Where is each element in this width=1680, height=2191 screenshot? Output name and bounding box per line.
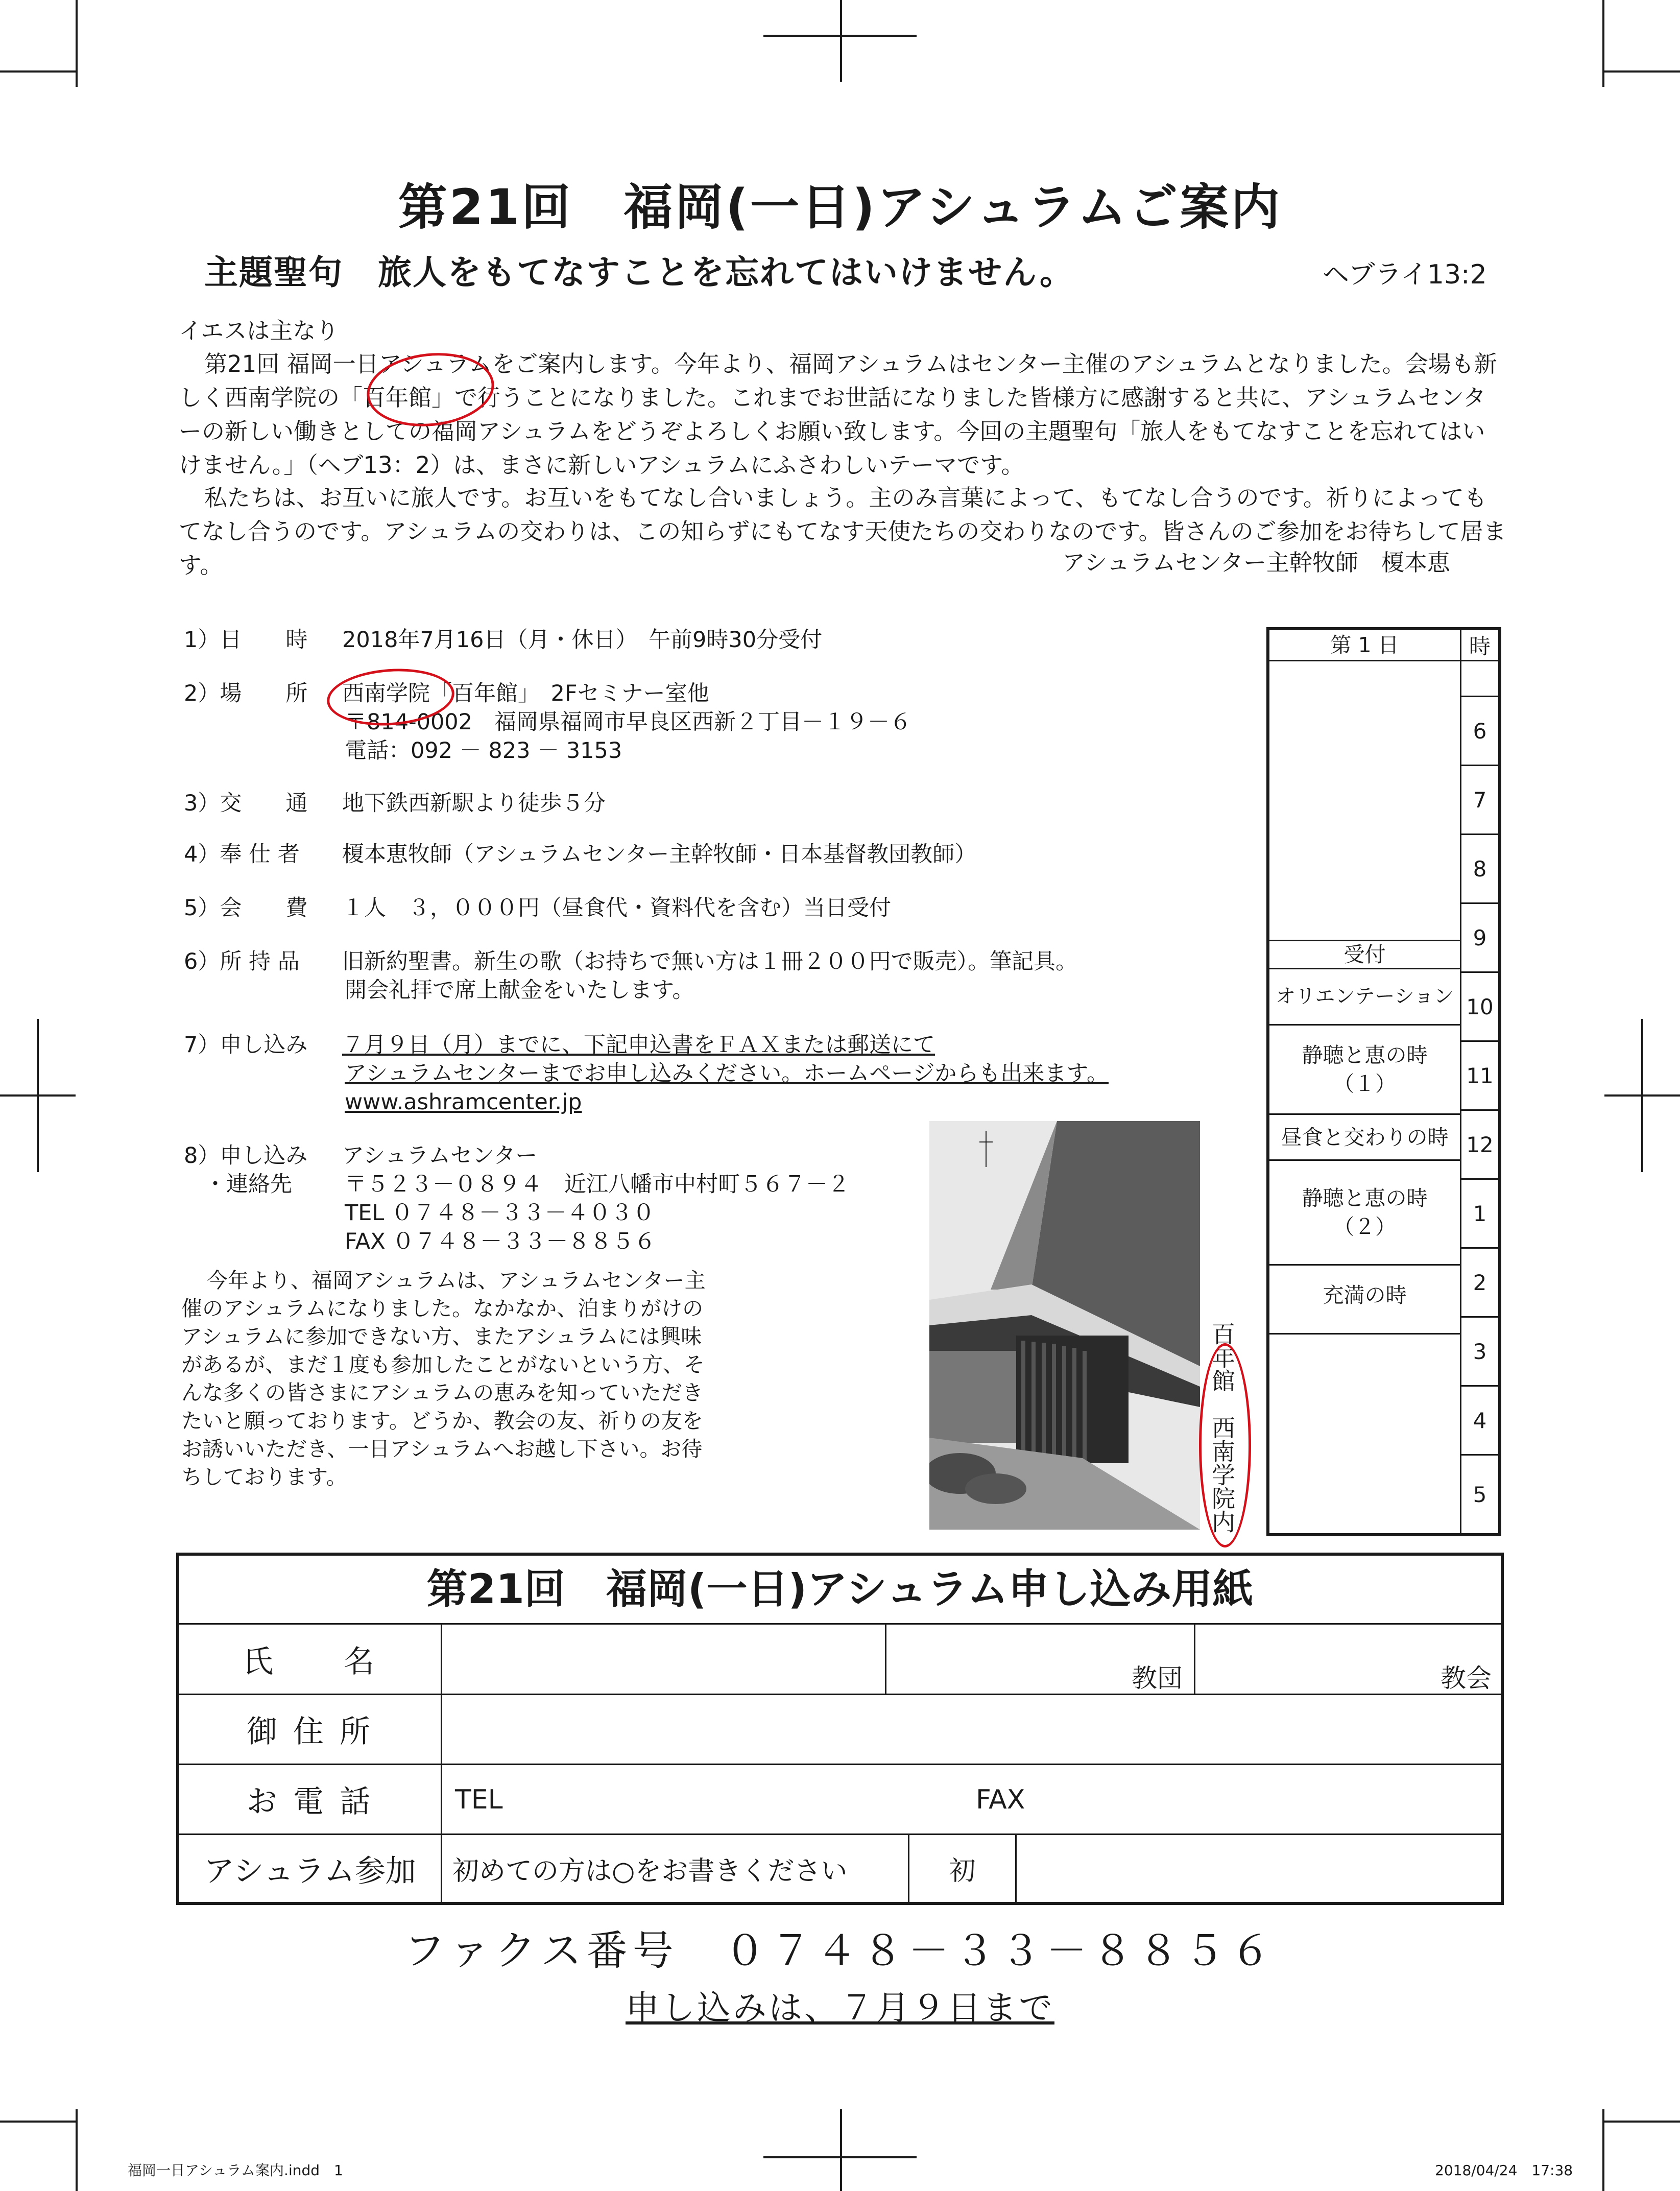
fax-field[interactable] xyxy=(953,1765,1501,1833)
letter-paragraph-1: 第21回 福岡一日アシュラムをご案内します。今年より、福岡アシュラムはセンター主催のアシュラムとなりました。会場も新しく西南学院の「百年館」で行うことになりました。これまでお世話になりました皆様方に感謝すると共に、アシュラムセンターの新しい働きとしての福岡アシュラムをどうぞよろしくお願い致します。今回の主題聖句「旅人をもてなすことを忘れてはいけません。」（ヘブ13：2）は、まさに新しいアシュラムにふさわしいテーマです。 xyxy=(179,350,1497,479)
phone-label: お 電 話 xyxy=(179,1765,442,1833)
signature: アシュラムセンター主幹牧師 榎本恵 xyxy=(1062,549,1451,576)
schedule-day-header: 第 1 日 xyxy=(1330,633,1399,657)
highlight-circle xyxy=(1199,1343,1251,1547)
crop-mark xyxy=(76,0,78,87)
detail-label: 2）場 所 xyxy=(184,681,308,706)
hour-cell: 3 xyxy=(1461,1316,1498,1385)
crop-mark xyxy=(763,35,917,37)
detail-bring xyxy=(184,947,1077,1005)
contact-tel: TEL ０７４８－３３－４０３０ xyxy=(345,1200,655,1226)
verse-reference: ヘブライ13:2 xyxy=(1323,259,1487,290)
detail-speaker xyxy=(184,840,976,869)
form-row-address xyxy=(179,1694,1501,1764)
crop-mark xyxy=(76,2109,78,2191)
place-address: 〒814-0002 福岡県福岡市早良区西新２丁目－１９－６ xyxy=(345,709,912,735)
schedule-block: 充満の時 xyxy=(1269,1264,1460,1333)
detail-access xyxy=(184,789,606,818)
detail-value: 榎本恵牧師（アシュラムセンター主幹牧師・日本基督教団教師） xyxy=(342,842,977,867)
hour-cell: 12 xyxy=(1461,1109,1498,1178)
hour-cell: 1 xyxy=(1461,1178,1498,1247)
footer-filename: 福岡一日アシュラム案内.indd 1 xyxy=(128,2162,343,2179)
tel-field[interactable] xyxy=(442,1765,953,1833)
application-form xyxy=(176,1553,1504,1905)
fax-number: ファクス番号 ０７４８－３３－８８５６ xyxy=(404,1927,1276,1974)
hour-cell: 8 xyxy=(1461,833,1498,902)
kyodan-label: 教団 xyxy=(1132,1663,1183,1693)
intro-paragraph: 今年より、福岡アシュラムは、アシュラムセンター主催のアシュラムになりました。なかなか、泊まりがけのアシュラムに参加できない方、またアシュラムには興味があるが、まだ１度も参加したことがないという方、そんな多くの皆さまにアシュラムの恵みを知っていただきたいと願っております。どうか、教会の友、祈りの友をお誘いいただき、一日アシュラムへお越し下さい。お待ちしております。 xyxy=(181,1268,706,1489)
detail-apply xyxy=(184,1031,1109,1116)
detail-label-2: ・連絡先 xyxy=(204,1172,292,1197)
hour-cell: 6 xyxy=(1461,696,1498,765)
detail-label: 1）日 時 xyxy=(184,627,308,653)
crop-mark xyxy=(37,1019,39,1172)
hour-cell: 4 xyxy=(1461,1385,1498,1454)
schedule-hours-column xyxy=(1460,630,1498,1533)
hour-cell: 7 xyxy=(1461,765,1498,833)
form-title: 第21回 福岡(一日)アシュラム申し込み用紙 xyxy=(426,1565,1254,1613)
schedule-block: 受付 xyxy=(1269,940,1460,968)
website-link[interactable]: www.ashramcenter.jp xyxy=(345,1089,582,1115)
tel-label: TEL xyxy=(455,1784,503,1815)
hour-cell: 5 xyxy=(1461,1454,1498,1533)
form-row-name xyxy=(179,1623,1501,1694)
theme-verse: 主題聖句 旅人をもてなすことを忘れてはいけません。 xyxy=(204,253,1074,292)
detail-value: １人 ３，０００円（昼食代・資料代を含む）当日受付 xyxy=(342,895,891,921)
photo-caption: 百年館 西南学院内 xyxy=(1208,1322,1236,1533)
footer-timestamp: 2018/04/24 17:38 xyxy=(1435,2162,1573,2179)
schedule-table xyxy=(1266,627,1501,1536)
attendance-label: アシュラム参加 xyxy=(179,1835,442,1902)
contact-address: 〒５２３－０８９４ 近江八幡市中村町５６７－２ xyxy=(345,1172,850,1197)
crop-mark xyxy=(840,0,842,82)
detail-value: 西南学院「百年館」 2Fセミナー室他 xyxy=(342,681,709,706)
hour-cell: 11 xyxy=(1461,1040,1498,1109)
attendance-field[interactable] xyxy=(1017,1835,1501,1902)
detail-label: 4）奉 仕 者 xyxy=(184,842,300,867)
first-time-cell[interactable]: 初 xyxy=(909,1835,1017,1902)
crop-mark xyxy=(840,2109,842,2191)
detail-label: 3）交 通 xyxy=(184,791,308,816)
crop-mark xyxy=(1641,1019,1643,1172)
detail-label: 7）申し込み xyxy=(184,1032,308,1058)
name-field[interactable] xyxy=(442,1625,886,1694)
fax-label: FAX xyxy=(976,1784,1025,1815)
form-row-phone xyxy=(179,1764,1501,1833)
address-field[interactable] xyxy=(442,1695,1501,1764)
detail-label: 8）申し込み xyxy=(184,1143,308,1169)
hour-cell: 10 xyxy=(1461,971,1498,1040)
detail-value: 旧新約聖書。新生の歌（お持ちで無い方は１冊２００円で販売）。筆記具。 xyxy=(342,949,1078,974)
attendance-note: 初めての方は○をお書きください xyxy=(442,1835,909,1902)
place-phone: 電話：092 － 823 － 3153 xyxy=(345,738,622,764)
detail-label: 6）所 持 品 xyxy=(184,949,300,974)
letter-paragraph-2: 私たちは、お互いに旅人です。お互いをもてなし合いましょう。主のみ言葉によって、もてなし合うのです。祈りによってもてなし合うのです。アシュラムの交わりは、この知らずにもてなす天使たちの交わりなのです。皆さんのご参加をお待ちして居ます。 xyxy=(179,484,1506,579)
hour-spacer xyxy=(1461,660,1498,696)
crop-mark xyxy=(0,2121,76,2123)
detail-value-2: 開会礼拝で席上献金をいたします。 xyxy=(345,978,694,1003)
schedule-block: 静聴と恵の時 （１） xyxy=(1269,1024,1460,1113)
crop-mark xyxy=(0,70,76,73)
detail-place xyxy=(184,679,911,765)
detail-value: ７月９日（月）までに、下記申込書をＦＡＸまたは郵送にて xyxy=(342,1032,935,1058)
greeting: イエスは主なり xyxy=(179,317,339,344)
contact-fax: FAX ０７４８－３３－８８５６ xyxy=(345,1229,656,1254)
building-photo xyxy=(929,1121,1200,1530)
crop-mark xyxy=(1604,70,1680,73)
crop-mark xyxy=(1602,2109,1604,2191)
detail-value-2: アシュラムセンターまでお申し込みください。ホームページからも出来ます。 xyxy=(345,1061,1109,1086)
detail-contact xyxy=(184,1141,850,1256)
crop-mark xyxy=(1604,2121,1680,2123)
hour-cell: 9 xyxy=(1461,902,1498,971)
address-label: 御 住 所 xyxy=(179,1695,442,1764)
detail-value: 地下鉄西新駅より徒歩５分 xyxy=(342,791,606,816)
deadline: 申し込みは、７月９日まで xyxy=(626,1988,1054,2028)
name-label: 氏 名 xyxy=(179,1625,442,1694)
detail-value: 2018年7月16日（月・休日） 午前9時30分受付 xyxy=(342,627,823,653)
detail-date xyxy=(184,626,822,654)
schedule-block: 静聴と恵の時 （２） xyxy=(1269,1159,1460,1264)
schedule-block xyxy=(1269,1333,1460,1533)
hour-cell: 2 xyxy=(1461,1247,1498,1316)
schedule-time-header: 時 xyxy=(1469,634,1491,659)
schedule-block: 昼食と交わりの時 xyxy=(1269,1113,1460,1159)
detail-fee xyxy=(184,894,891,922)
crop-mark xyxy=(1602,0,1604,87)
crop-mark xyxy=(763,2156,917,2158)
kyokai-label: 教会 xyxy=(1441,1663,1492,1693)
form-row-attendance xyxy=(179,1833,1501,1902)
schedule-block: オリエンテーション xyxy=(1269,968,1460,1024)
detail-label: 5）会 費 xyxy=(184,895,308,921)
page-title: 第21回 福岡(一日)アシュラムご案内 xyxy=(398,179,1282,236)
schedule-block xyxy=(1269,660,1460,964)
detail-value: アシュラムセンター xyxy=(342,1143,538,1169)
